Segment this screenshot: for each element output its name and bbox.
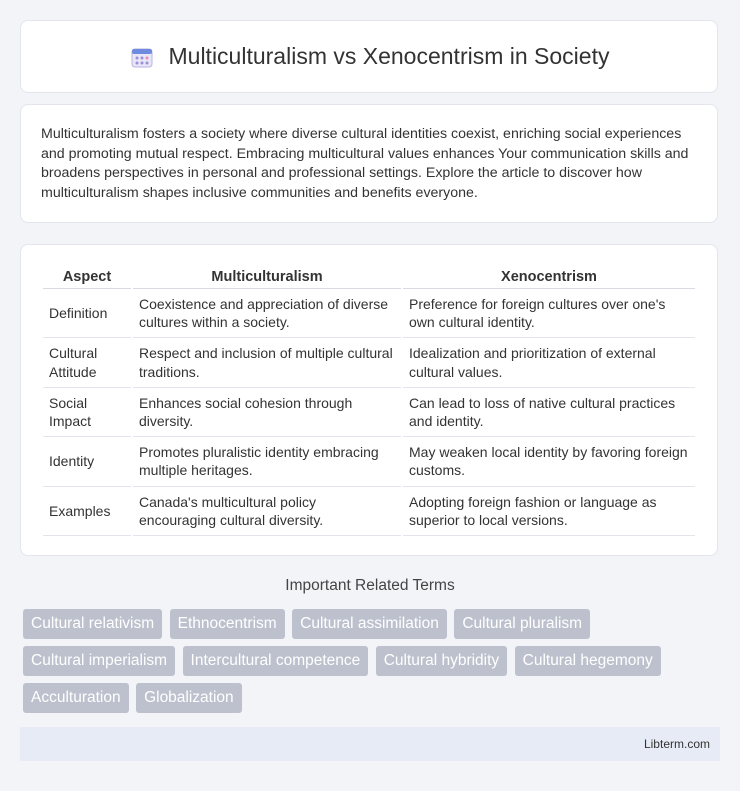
row-xenocentrism: Preference for foreign cultures over one's own cultural identity. — [403, 289, 695, 338]
related-term-tag[interactable]: Intercultural competence — [183, 646, 369, 676]
row-multiculturalism: Canada's multicultural policy encouraging cultural diversity. — [133, 487, 401, 536]
related-term-tag[interactable]: Cultural assimilation — [292, 609, 447, 639]
row-xenocentrism: Can lead to loss of native cultural practices and identity. — [403, 388, 695, 437]
row-aspect: Examples — [43, 487, 131, 536]
row-multiculturalism: Respect and inclusion of multiple cultural traditions. — [133, 338, 401, 387]
related-term-tag[interactable]: Ethnocentrism — [170, 609, 285, 639]
header-card — [20, 20, 718, 93]
header-multiculturalism: Multiculturalism — [133, 265, 401, 289]
table-row — [43, 289, 695, 338]
table-row — [43, 338, 695, 387]
table-row — [43, 437, 695, 486]
row-multiculturalism: Coexistence and appreciation of diverse cultures within a society. — [133, 289, 401, 338]
table-row — [43, 487, 695, 536]
header-xenocentrism: Xenocentrism — [403, 265, 695, 289]
related-term-tag[interactable]: Cultural hybridity — [376, 646, 507, 676]
calendar-icon — [129, 44, 155, 70]
row-multiculturalism: Promotes pluralistic identity embracing multiple heritages. — [133, 437, 401, 486]
row-multiculturalism: Enhances social cohesion through diversity. — [133, 388, 401, 437]
footer-site-link[interactable]: Libterm.com — [643, 737, 710, 751]
page-title: Multiculturalism vs Xenocentrism in Society — [168, 43, 610, 69]
related-term-tag[interactable]: Acculturation — [23, 683, 129, 713]
comparison-table — [41, 265, 697, 536]
related-term-tag[interactable]: Cultural relativism — [23, 609, 162, 639]
row-aspect: Definition — [43, 289, 131, 338]
row-aspect: Cultural Attitude — [43, 338, 131, 387]
table-row — [43, 388, 695, 437]
row-aspect: Social Impact — [43, 388, 131, 437]
row-xenocentrism: Adopting foreign fashion or language as superior to local versions. — [403, 487, 695, 536]
comparison-table-card — [20, 244, 718, 556]
footer — [20, 727, 720, 761]
related-term-tag[interactable]: Cultural pluralism — [454, 609, 590, 639]
related-term-tag[interactable]: Cultural hegemony — [515, 646, 661, 676]
related-term-tag[interactable]: Globalization — [136, 683, 242, 713]
header-aspect: Aspect — [43, 265, 131, 289]
intro-card — [20, 104, 718, 223]
row-aspect: Identity — [43, 437, 131, 486]
related-terms-title: Important Related Terms — [285, 577, 455, 594]
intro-text: Multiculturalism fosters a society where diverse cultural identities coexist, enriching social experiences and promoting mutual respect. Embracing multicultural values enhances Your communication skills and broadens perspectives in personal and professional settings. Explore the article to discover how multiculturalism shapes inclusive communities and benefits everyone. — [41, 126, 689, 201]
related-term-tag[interactable]: Cultural imperialism — [23, 646, 175, 676]
row-xenocentrism: May weaken local identity by favoring foreign customs. — [403, 437, 695, 486]
row-xenocentrism: Idealization and prioritization of external cultural values. — [403, 338, 695, 387]
related-terms-list — [23, 609, 723, 720]
